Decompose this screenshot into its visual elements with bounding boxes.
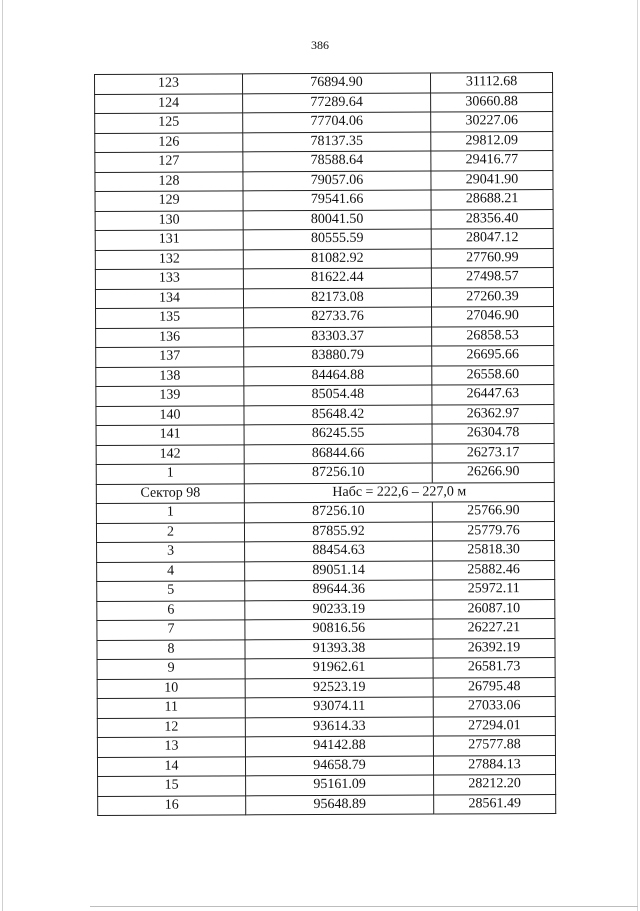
y-coordinate-cell: 30227.06: [431, 111, 553, 131]
point-number-cell: 124: [95, 93, 243, 113]
x-coordinate-cell: 87256.10: [244, 502, 432, 522]
x-coordinate-cell: 87256.10: [244, 463, 432, 483]
y-coordinate-cell: 27577.88: [433, 735, 555, 755]
point-number-cell: 11: [97, 698, 245, 718]
x-coordinate-cell: 91393.38: [245, 639, 433, 659]
point-number-cell: 138: [96, 366, 244, 386]
y-coordinate-cell: 28047.12: [431, 228, 553, 248]
x-coordinate-cell: 80041.50: [243, 210, 431, 230]
point-number-cell: 8: [97, 639, 245, 659]
x-coordinate-cell: 95648.89: [246, 795, 434, 815]
x-coordinate-cell: 89051.14: [245, 561, 433, 581]
table-row: [95, 111, 553, 132]
point-number-cell: 10: [97, 678, 245, 698]
sector-label: Сектор 98: [96, 483, 244, 503]
point-number-cell: 140: [96, 405, 244, 425]
y-coordinate-cell: 28688.21: [431, 189, 553, 209]
x-coordinate-cell: 86245.55: [244, 424, 432, 444]
table-row: [97, 696, 555, 717]
point-number-cell: 130: [95, 210, 243, 230]
point-number-cell: 9: [97, 659, 245, 679]
x-coordinate-cell: 77289.64: [243, 93, 431, 113]
x-coordinate-cell: 85648.42: [244, 405, 432, 425]
x-coordinate-cell: 87855.92: [244, 522, 432, 542]
x-coordinate-cell: 91962.61: [245, 658, 433, 678]
x-coordinate-cell: 93074.11: [245, 697, 433, 717]
table-row: [95, 209, 553, 230]
point-number-cell: 2: [96, 522, 244, 542]
table-row: [96, 365, 554, 386]
y-coordinate-cell: 30660.88: [431, 92, 553, 112]
point-number-cell: 136: [96, 327, 244, 347]
x-coordinate-cell: 90816.56: [245, 619, 433, 639]
x-coordinate-cell: 82173.08: [243, 288, 431, 308]
y-coordinate-cell: 28561.49: [434, 794, 556, 814]
table-row: [97, 677, 555, 698]
point-number-cell: 127: [95, 152, 243, 172]
sector-height-note: Набс = 222,6 – 227,0 м: [244, 482, 554, 503]
x-coordinate-cell: 82733.76: [244, 307, 432, 327]
x-coordinate-cell: 86844.66: [244, 444, 432, 464]
table-row: [96, 306, 554, 327]
y-coordinate-cell: 27498.57: [431, 267, 553, 287]
y-coordinate-cell: 29812.09: [431, 131, 553, 151]
table-row: [95, 170, 553, 191]
sector-header-row: [96, 482, 554, 503]
table-row: [96, 404, 554, 425]
table-row: [95, 189, 553, 210]
table-row: [95, 228, 553, 249]
table-row: [96, 326, 554, 347]
y-coordinate-cell: 26362.97: [432, 404, 554, 424]
table-row: [95, 131, 553, 152]
table-row: [97, 599, 555, 620]
point-number-cell: 126: [95, 132, 243, 152]
point-number-cell: 7: [97, 620, 245, 640]
point-number-cell: 129: [95, 191, 243, 211]
x-coordinate-cell: 83880.79: [244, 346, 432, 366]
x-coordinate-cell: 76894.90: [243, 73, 431, 93]
x-coordinate-cell: 95161.09: [246, 775, 434, 795]
y-coordinate-cell: 26795.48: [433, 677, 555, 697]
table-row: [97, 618, 555, 639]
point-number-cell: 142: [96, 444, 244, 464]
y-coordinate-cell: 25972.11: [433, 579, 555, 599]
y-coordinate-cell: 26273.17: [432, 443, 554, 463]
x-coordinate-cell: 83303.37: [244, 327, 432, 347]
table-row: [95, 287, 553, 308]
table-row: [95, 72, 553, 93]
y-coordinate-cell: 26392.19: [433, 638, 555, 658]
table-row: [95, 248, 553, 269]
y-coordinate-cell: 26266.90: [432, 462, 554, 482]
y-coordinate-cell: 27884.13: [433, 755, 555, 775]
x-coordinate-cell: 85054.48: [244, 385, 432, 405]
point-number-cell: 3: [97, 542, 245, 562]
table-row: [96, 384, 554, 405]
point-number-cell: 128: [95, 171, 243, 191]
point-number-cell: 141: [96, 425, 244, 445]
scan-edge-left: [2, 0, 3, 911]
coordinates-table-body: [95, 72, 556, 815]
table-row: [97, 716, 555, 737]
y-coordinate-cell: 26581.73: [433, 657, 555, 677]
table-row: [96, 443, 554, 464]
y-coordinate-cell: 25766.90: [432, 501, 554, 521]
point-number-cell: 139: [96, 386, 244, 406]
y-coordinate-cell: 27760.99: [431, 248, 553, 268]
y-coordinate-cell: 29416.77: [431, 150, 553, 170]
table-row: [96, 462, 554, 483]
table-row: [95, 92, 553, 113]
point-number-cell: 134: [95, 288, 243, 308]
table-row: [97, 560, 555, 581]
x-coordinate-cell: 79057.06: [243, 171, 431, 191]
y-coordinate-cell: 27033.06: [433, 696, 555, 716]
point-number-cell: 5: [97, 581, 245, 601]
table-row: [96, 521, 554, 542]
y-coordinate-cell: 29041.90: [431, 170, 553, 190]
x-coordinate-cell: 78588.64: [243, 151, 431, 171]
table-row: [95, 150, 553, 171]
table-row: [97, 540, 555, 561]
table-row: [97, 755, 555, 776]
x-coordinate-cell: 81622.44: [243, 268, 431, 288]
x-coordinate-cell: 84464.88: [244, 366, 432, 386]
point-number-cell: 123: [95, 74, 243, 94]
x-coordinate-cell: 80555.59: [243, 229, 431, 249]
x-coordinate-cell: 89644.36: [245, 580, 433, 600]
point-number-cell: 1: [96, 503, 244, 523]
table-row: [97, 657, 555, 678]
x-coordinate-cell: 93614.33: [245, 717, 433, 737]
table-row: [97, 638, 555, 659]
x-coordinate-cell: 78137.35: [243, 132, 431, 152]
y-coordinate-cell: 27046.90: [432, 306, 554, 326]
y-coordinate-cell: 26447.63: [432, 384, 554, 404]
y-coordinate-cell: 27260.39: [431, 287, 553, 307]
y-coordinate-cell: 26304.78: [432, 423, 554, 443]
table-row: [97, 579, 555, 600]
y-coordinate-cell: 25779.76: [432, 521, 554, 541]
point-number-cell: 1: [96, 464, 244, 484]
page-number: 386: [311, 38, 329, 52]
y-coordinate-cell: 26695.66: [432, 345, 554, 365]
point-number-cell: 133: [95, 269, 243, 289]
y-coordinate-cell: 28212.20: [434, 774, 556, 794]
point-number-cell: 13: [97, 737, 245, 757]
scan-edge-right: [637, 0, 638, 911]
point-number-cell: 137: [96, 347, 244, 367]
point-number-cell: 132: [95, 249, 243, 269]
x-coordinate-cell: 92523.19: [245, 678, 433, 698]
coordinates-table: [94, 72, 556, 816]
table-row: [97, 735, 555, 756]
y-coordinate-cell: 27294.01: [433, 716, 555, 736]
x-coordinate-cell: 94142.88: [245, 736, 433, 756]
table-row: [96, 501, 554, 522]
point-number-cell: 135: [96, 308, 244, 328]
y-coordinate-cell: 26858.53: [432, 326, 554, 346]
scan-edge-bottom: [90, 906, 638, 907]
y-coordinate-cell: 25818.30: [433, 540, 555, 560]
y-coordinate-cell: 31112.68: [430, 72, 552, 92]
table-row: [96, 423, 554, 444]
x-coordinate-cell: 90233.19: [245, 600, 433, 620]
point-number-cell: 16: [98, 795, 246, 815]
y-coordinate-cell: 28356.40: [431, 209, 553, 229]
y-coordinate-cell: 26558.60: [432, 365, 554, 385]
table-row: [98, 794, 556, 815]
point-number-cell: 131: [95, 230, 243, 250]
point-number-cell: 14: [97, 756, 245, 776]
point-number-cell: 15: [98, 776, 246, 796]
point-number-cell: 4: [97, 561, 245, 581]
table-row: [95, 267, 553, 288]
y-coordinate-cell: 26087.10: [433, 599, 555, 619]
y-coordinate-cell: 25882.46: [433, 560, 555, 580]
table-row: [96, 345, 554, 366]
y-coordinate-cell: 26227.21: [433, 618, 555, 638]
x-coordinate-cell: 77704.06: [243, 112, 431, 132]
point-number-cell: 6: [97, 600, 245, 620]
point-number-cell: 12: [97, 717, 245, 737]
x-coordinate-cell: 94658.79: [245, 756, 433, 776]
table-row: [98, 774, 556, 795]
x-coordinate-cell: 88454.63: [245, 541, 433, 561]
x-coordinate-cell: 81082.92: [243, 249, 431, 269]
x-coordinate-cell: 79541.66: [243, 190, 431, 210]
point-number-cell: 125: [95, 113, 243, 133]
